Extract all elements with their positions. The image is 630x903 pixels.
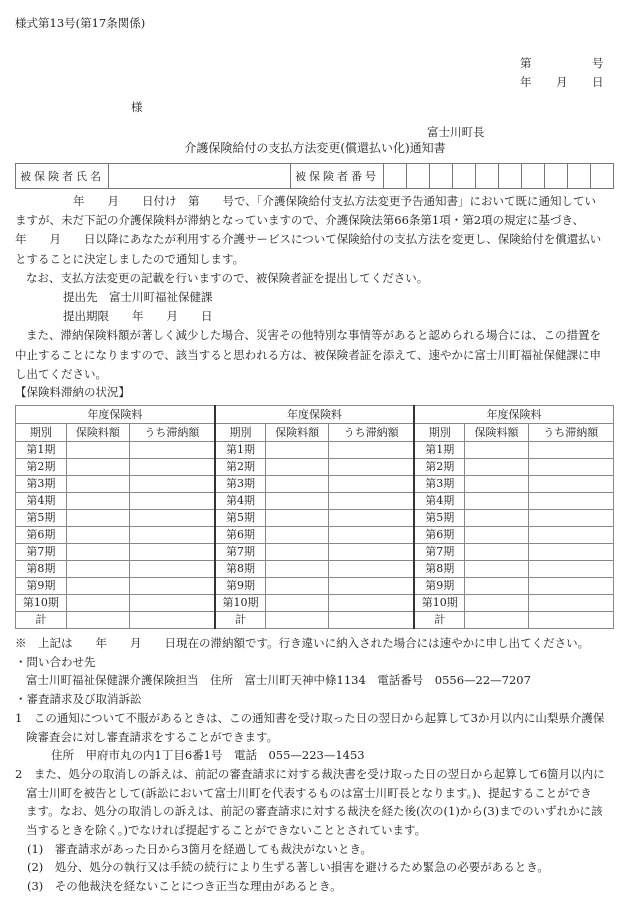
arrears-amount-cell[interactable]: [329, 561, 414, 578]
premium-amount-cell[interactable]: [465, 561, 528, 578]
table-row: [16, 442, 614, 459]
premium-amount-cell[interactable]: [266, 510, 329, 527]
arrears-amount-cell[interactable]: [329, 527, 414, 544]
period-label: 第8期: [215, 561, 266, 578]
table-row: [16, 612, 614, 629]
arrears-amount-cell[interactable]: [129, 493, 214, 510]
table-row: [16, 595, 614, 612]
premium-amount-cell[interactable]: [266, 595, 329, 612]
premium-amount-cell[interactable]: [266, 476, 329, 493]
arrears-amount-cell[interactable]: [329, 595, 414, 612]
period-label: 第3期: [215, 476, 266, 493]
appeal-line: 当するときを除く。)でなければ提起することができないこととされています。: [26, 823, 427, 838]
insured-number-digit[interactable]: [430, 164, 453, 189]
body-line: また、滞納保険料額が著しく減少した場合、災害その他特別な事情等があると認められる場合には、この措置を: [26, 328, 601, 343]
period-label: 計: [215, 612, 266, 629]
arrears-amount-cell[interactable]: [129, 527, 214, 544]
arrears-amount-cell[interactable]: [329, 578, 414, 595]
period-label: 第4期: [16, 493, 67, 510]
period-label: 第7期: [215, 544, 266, 561]
insured-number-label: 被保険者番号: [291, 164, 384, 189]
premium-amount-cell[interactable]: [465, 544, 528, 561]
arrears-column-header: うち滞納額: [329, 424, 414, 442]
insured-number-digit[interactable]: [522, 164, 545, 189]
period-label: 計: [16, 612, 67, 629]
addressee: 様: [131, 100, 143, 114]
appeal-line: ます。なお、処分の取消しの訴えは、前記の審査請求に対する裁決を経た後(次の(1)から(3)までのいずれかに該: [26, 804, 603, 819]
body-line: 年 月 日付け 第 号で、「介護保険給付支払方法変更予告通知書」において既に通知してい: [73, 194, 597, 208]
arrears-amount-cell[interactable]: [528, 442, 613, 459]
premium-amount-cell[interactable]: [66, 459, 129, 476]
date-day: 日: [592, 75, 604, 89]
fiscal-year-header: 年度保険料: [16, 406, 215, 424]
arrears-amount-cell[interactable]: [528, 510, 613, 527]
premium-amount-cell[interactable]: [66, 561, 129, 578]
doc-number-prefix: 第: [520, 56, 532, 70]
table-row: [16, 459, 614, 476]
period-label: 第9期: [16, 578, 67, 595]
premium-amount-cell[interactable]: [66, 595, 129, 612]
premium-amount-cell[interactable]: [66, 527, 129, 544]
premium-amount-cell[interactable]: [66, 510, 129, 527]
period-column-header: 期別: [414, 424, 465, 442]
premium-amount-cell[interactable]: [465, 493, 528, 510]
arrears-amount-cell[interactable]: [528, 595, 613, 612]
period-label: 第4期: [215, 493, 266, 510]
arrears-amount-cell[interactable]: [329, 544, 414, 561]
arrears-amount-cell[interactable]: [528, 476, 613, 493]
insured-name-field[interactable]: [109, 164, 291, 189]
period-label: 第7期: [16, 544, 67, 561]
footer-notes: [15, 634, 625, 896]
insured-number-digit[interactable]: [499, 164, 522, 189]
period-label: 第5期: [414, 510, 465, 527]
premium-amount-cell[interactable]: [465, 612, 528, 629]
appeal-heading: ・審査請求及び取消訴訟: [15, 692, 142, 707]
appeal-line: 2 また、処分の取消しの訴えは、前記の審査請求に対する裁決書を受け取った日の翌日から起算して6箇月以内に: [15, 766, 605, 781]
arrears-amount-cell[interactable]: [528, 527, 613, 544]
premium-amount-cell[interactable]: [465, 459, 528, 476]
table-row: [16, 476, 614, 493]
submission-destination: 提出先 富士川町福祉保健課: [63, 290, 213, 305]
period-label: 第10期: [16, 595, 67, 612]
arrears-amount-cell[interactable]: [329, 476, 414, 493]
insured-number-digit[interactable]: [568, 164, 591, 189]
arrears-amount-cell[interactable]: [129, 561, 214, 578]
premium-amount-cell[interactable]: [66, 476, 129, 493]
form-number: 様式第13号(第17条関係): [15, 16, 146, 30]
period-label: 第1期: [16, 442, 67, 459]
premium-amount-cell[interactable]: [66, 493, 129, 510]
period-column-header: 期別: [16, 424, 67, 442]
arrears-amount-cell[interactable]: [329, 612, 414, 629]
period-label: 第10期: [215, 595, 266, 612]
premium-amount-cell[interactable]: [66, 442, 129, 459]
contact-heading: ・問い合わせ先: [15, 654, 96, 669]
table-row: [16, 561, 614, 578]
arrears-amount-cell[interactable]: [329, 459, 414, 476]
premium-amount-cell[interactable]: [465, 595, 528, 612]
arrears-amount-cell[interactable]: [329, 493, 414, 510]
arrears-amount-cell[interactable]: [129, 459, 214, 476]
table-row: [16, 493, 614, 510]
table-row: [16, 544, 614, 561]
premium-amount-cell[interactable]: [465, 442, 528, 459]
period-label: 計: [414, 612, 465, 629]
period-label: 第7期: [414, 544, 465, 561]
period-label: 第8期: [16, 561, 67, 578]
appeal-line: 険審査会に対し審査請求をすることができます。: [26, 729, 279, 744]
body-line: ますが、未だ下記の介護保険料が滞納となっていますので、介護保険法第66条第1項・第2項の規定に基づき、: [15, 213, 585, 228]
premium-amount-cell[interactable]: [66, 544, 129, 561]
premium-column-header: 保険料額: [66, 424, 129, 442]
period-label: 第3期: [16, 476, 67, 493]
balance-date-note: ※ 上記は 年 月 日現在の滞納額です。行き違いに納入された場合には速やかに申し出てください。: [15, 636, 590, 650]
premium-amount-cell[interactable]: [465, 578, 528, 595]
premium-amount-cell[interactable]: [465, 527, 528, 544]
premium-amount-cell[interactable]: [266, 527, 329, 544]
period-label: 第2期: [215, 459, 266, 476]
insured-number-digit[interactable]: [407, 164, 430, 189]
period-label: 第5期: [16, 510, 67, 527]
issuer: 富士川町長: [427, 125, 485, 139]
arrears-amount-cell[interactable]: [329, 442, 414, 459]
arrears-amount-cell[interactable]: [528, 561, 613, 578]
arrears-amount-cell[interactable]: [528, 459, 613, 476]
arrears-amount-cell[interactable]: [129, 544, 214, 561]
date-month: 月: [556, 75, 568, 89]
period-label: 第6期: [16, 527, 67, 544]
arrears-amount-cell[interactable]: [129, 442, 214, 459]
insured-number-digit[interactable]: [453, 164, 476, 189]
period-label: 第5期: [215, 510, 266, 527]
premium-amount-cell[interactable]: [266, 561, 329, 578]
insured-name-label: 被保険者氏名: [16, 164, 109, 189]
arrears-amount-cell[interactable]: [129, 578, 214, 595]
table-row: [16, 578, 614, 595]
body-line: し出てください。: [15, 366, 107, 381]
period-label: 第9期: [215, 578, 266, 595]
period-label: 第2期: [414, 459, 465, 476]
premium-amount-cell[interactable]: [465, 510, 528, 527]
arrears-table: [15, 405, 614, 629]
arrears-column-header: うち滞納額: [129, 424, 214, 442]
period-label: 第4期: [414, 493, 465, 510]
period-label: 第9期: [414, 578, 465, 595]
arrears-column-header: うち滞納額: [528, 424, 613, 442]
premium-amount-cell[interactable]: [66, 578, 129, 595]
insured-number-digit[interactable]: [545, 164, 568, 189]
condition-item: (3) その他裁決を経ないことにつき正当な理由があるとき。: [27, 879, 342, 894]
premium-column-header: 保険料額: [465, 424, 528, 442]
period-label: 第8期: [414, 561, 465, 578]
arrears-amount-cell[interactable]: [528, 544, 613, 561]
insured-number-digit[interactable]: [591, 164, 614, 189]
premium-amount-cell[interactable]: [266, 578, 329, 595]
arrears-amount-cell[interactable]: [129, 510, 214, 527]
arrears-section-heading: 【保険料滞納の状況】: [15, 385, 130, 399]
submission-deadline: 提出期限 年 月 日: [63, 309, 213, 324]
body-line: 年 月 日以降にあなたが利用する介護サービスについて保険給付の支払方法を変更し、保険給付を償還払い: [15, 232, 602, 247]
period-label: 第1期: [215, 442, 266, 459]
period-label: 第6期: [414, 527, 465, 544]
period-label: 第6期: [215, 527, 266, 544]
period-label: 第3期: [414, 476, 465, 493]
arrears-amount-cell[interactable]: [129, 595, 214, 612]
premium-amount-cell[interactable]: [266, 459, 329, 476]
premium-amount-cell[interactable]: [66, 612, 129, 629]
premium-amount-cell[interactable]: [266, 493, 329, 510]
arrears-amount-cell[interactable]: [329, 510, 414, 527]
arrears-amount-cell[interactable]: [528, 578, 613, 595]
date-year: 年: [520, 75, 532, 89]
arrears-amount-cell[interactable]: [528, 493, 613, 510]
appeal-line: 富士川町を被告として(訴訟において富士川町を代表するものは富士川町長となります。)、提起することができ: [26, 785, 592, 800]
premium-amount-cell[interactable]: [266, 442, 329, 459]
doc-number-suffix: 号: [592, 56, 604, 70]
condition-item: (1) 審査請求があった日から3箇月を経過しても裁決がないとき。: [27, 841, 373, 856]
insured-number-digit[interactable]: [476, 164, 499, 189]
appeal-line: 1 この通知について不服があるときは、この通知書を受け取った日の翌日から起算して3か月以内に山梨県介護保: [15, 710, 605, 725]
body-line: 中止することになりますので、該当すると思われる方は、被保険者証を添えて、速やかに富士川町福祉保健課に申: [15, 347, 602, 362]
insured-info-table: [15, 163, 614, 189]
review-board-address: 住所 甲府市丸の内1丁目6番1号 電話 055—223—1453: [51, 748, 365, 763]
period-column-header: 期別: [215, 424, 266, 442]
table-row: [16, 527, 614, 544]
condition-item: (2) 処分、処分の執行又は手続の続行により生ずる著しい損害を避けるため緊急の必要があるとき。: [27, 860, 549, 875]
premium-amount-cell[interactable]: [266, 612, 329, 629]
contact-info: 富士川町福祉保健課介護保険担当 住所 富士川町天神中條1134 電話番号 0556—22—7207: [26, 673, 531, 688]
fiscal-year-header: 年度保険料: [414, 406, 613, 424]
fiscal-year-header: 年度保険料: [215, 406, 414, 424]
table-row: [16, 510, 614, 527]
arrears-amount-cell[interactable]: [129, 476, 214, 493]
period-label: 第10期: [414, 595, 465, 612]
premium-amount-cell[interactable]: [465, 476, 528, 493]
premium-column-header: 保険料額: [266, 424, 329, 442]
document-title: 介護保険給付の支払方法変更(償還払い化)通知書: [184, 141, 446, 155]
body-line: なお、支払方法変更の記載を行いますので、被保険者証を提出してください。: [26, 270, 429, 285]
notice-body: [15, 192, 620, 384]
insured-number-digit[interactable]: [384, 164, 407, 189]
arrears-amount-cell[interactable]: [528, 612, 613, 629]
arrears-amount-cell[interactable]: [129, 612, 214, 629]
premium-amount-cell[interactable]: [266, 544, 329, 561]
period-label: 第2期: [16, 459, 67, 476]
body-line: とすることに決定しましたので通知します。: [15, 251, 245, 266]
period-label: 第1期: [414, 442, 465, 459]
